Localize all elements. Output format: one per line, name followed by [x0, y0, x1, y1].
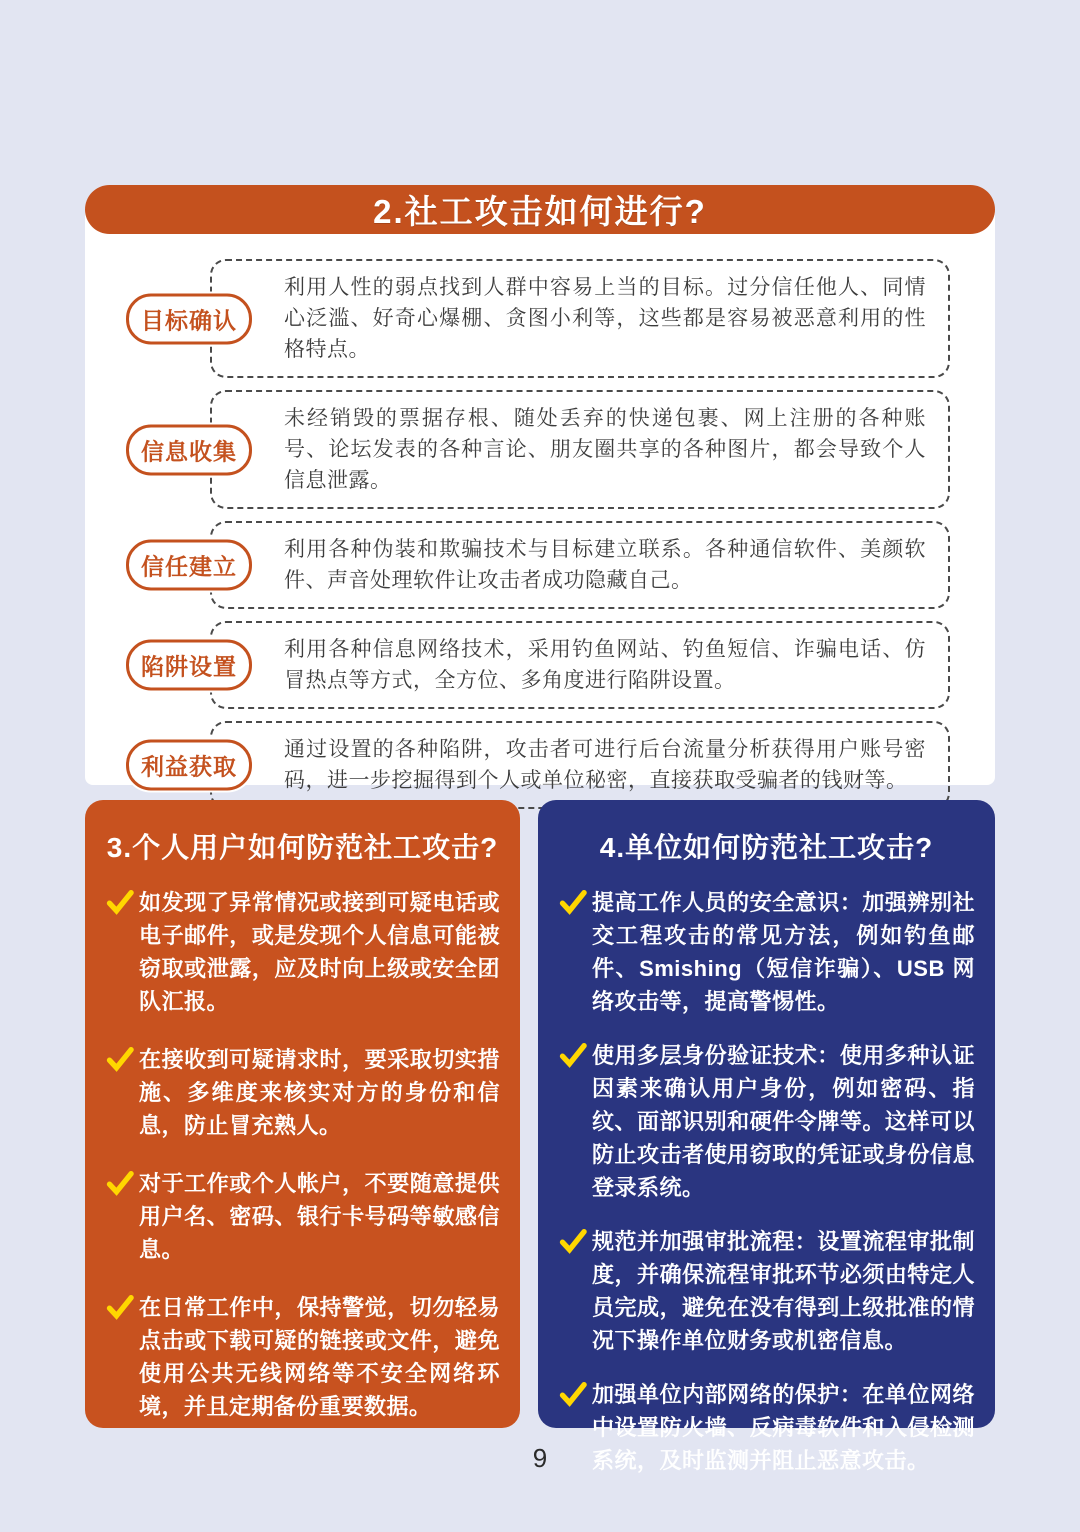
step-badge: 陷阱设置 [126, 640, 252, 691]
attack-process-title: 2.社工攻击如何进行? [373, 193, 707, 230]
tip-text: 提高工作人员的安全意识：加强辨别社交工程攻击的常见方法，例如钓鱼邮件、Smishing（短信诈骗）、USB 网络攻击等，提高警惕性。 [592, 890, 975, 1014]
attack-process-card [85, 185, 995, 792]
step-row-target-confirmation [141, 259, 950, 378]
step-description: 未经销毁的票据存根、随处丢弃的快递包裹、网上注册的各种账号、论坛发表的各种言论、朋友圈共享的各种图片，都会导致个人信息泄露。 [210, 390, 950, 509]
tip-item [105, 1291, 500, 1423]
tip-text: 在日常工作中，保持警觉，切勿轻易点击或下载可疑的链接或文件，避免使用公共无线网络等不安全网络环境，并且定期备份重要数据。 [139, 1295, 500, 1419]
personal-tips-title: 3.个人用户如何防范社工攻击? [106, 832, 499, 863]
step-row-trap-setting [141, 621, 950, 709]
check-icon [105, 888, 139, 921]
step-badge: 利益获取 [126, 740, 252, 791]
check-icon [558, 1041, 592, 1074]
tip-text: 规范并加强审批流程：设置流程审批制度，并确保流程审批环节必须由特定人员完成，避免在没有得到上级批准的情况下操作单位财务或机密信息。 [592, 1229, 975, 1353]
attack-process-header [85, 185, 995, 234]
attack-process-steps [85, 234, 995, 809]
tip-item [558, 1225, 975, 1357]
tip-item [558, 1039, 975, 1204]
tip-text: 在接收到可疑请求时，要采取切实措施、多维度来核实对方的身份和信息，防止冒充熟人。 [139, 1047, 500, 1138]
check-icon [558, 1380, 592, 1413]
step-row-information-gathering [141, 390, 950, 509]
org-tips-title: 4.单位如何防范社工攻击? [599, 832, 934, 863]
check-icon [558, 1227, 592, 1260]
tip-text: 如发现了异常情况或接到可疑电话或电子邮件，或是发现个人信息可能被窃取或泄露，应及时向上级或安全团队汇报。 [139, 890, 500, 1014]
check-icon [558, 888, 592, 921]
step-row-profit-taking [141, 721, 950, 809]
tip-text: 加强单位内部网络的保护：在单位网络中设置防火墙、反病毒软件和入侵检测系统，及时监测并阻止恶意攻击。 [592, 1382, 975, 1473]
tip-text: 使用多层身份验证技术：使用多种认证因素来确认用户身份，例如密码、指纹、面部识别和硬件令牌等。这样可以防止攻击者使用窃取的凭证或身份信息登录系统。 [592, 1043, 975, 1200]
tip-item [558, 886, 975, 1018]
step-description: 利用各种信息网络技术，采用钓鱼网站、钓鱼短信、诈骗电话、仿冒热点等方式，全方位、多角度进行陷阱设置。 [210, 621, 950, 709]
personal-tips-panel [85, 800, 520, 1428]
check-icon [105, 1293, 139, 1326]
org-tips-panel [538, 800, 995, 1473]
step-badge: 目标确认 [126, 293, 252, 344]
step-row-trust-building [141, 521, 950, 609]
step-badge: 信息收集 [126, 424, 252, 475]
step-badge: 信任建立 [126, 540, 252, 591]
step-description: 利用人性的弱点找到人群中容易上当的目标。过分信任他人、同情心泛滥、好奇心爆棚、贪图小利等，这些都是容易被恶意利用的性格特点。 [210, 259, 950, 378]
step-description: 利用各种伪装和欺骗技术与目标建立联系。各种通信软件、美颜软件、声音处理软件让攻击者成功隐藏自己。 [210, 521, 950, 609]
check-icon [105, 1045, 139, 1078]
tip-item [105, 1167, 500, 1266]
page-number: 9 [532, 1443, 548, 1473]
tip-item [105, 886, 500, 1018]
check-icon [105, 1169, 139, 1202]
step-description: 通过设置的各种陷阱，攻击者可进行后台流量分析获得用户账号密码，进一步挖掘得到个人或单位秘密，直接获取受骗者的钱财等。 [210, 721, 950, 809]
tip-text: 对于工作或个人帐户，不要随意提供用户名、密码、银行卡号码等敏感信息。 [139, 1171, 500, 1262]
tip-item [105, 1043, 500, 1142]
